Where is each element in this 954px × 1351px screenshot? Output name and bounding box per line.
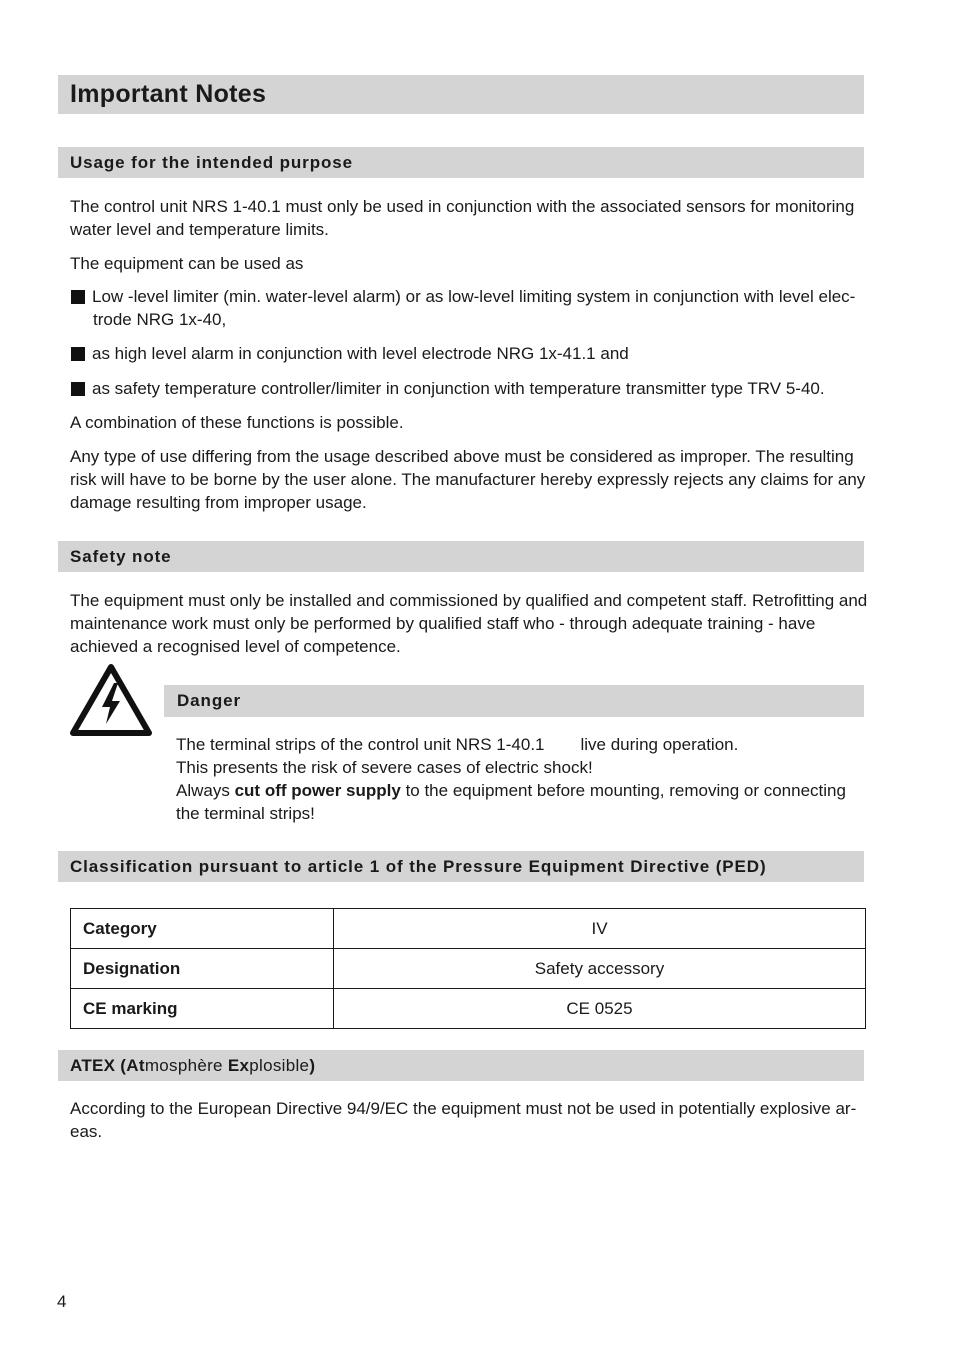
text-line: achieved a recognised level of competence.: [70, 637, 401, 656]
text-line: Any type of use differing from the usage described above must be considered as improper. The resulting: [70, 447, 854, 466]
text-line: trode NRG 1x-40,: [93, 310, 227, 329]
atex-paragraph: [70, 1097, 856, 1143]
text-span: live during operation.: [580, 735, 739, 754]
text-line: maintenance work must only be performed by qualified staff who - through adequate training - have: [70, 614, 816, 633]
page-title: Important Notes: [58, 75, 864, 114]
ped-classification-table: [70, 908, 866, 1029]
bullet-item: as safety temperature controller/limiter in conjunction with temperature transmitter type TRV 5-40.: [92, 379, 825, 398]
text-line: [176, 779, 846, 802]
square-bullet-icon: [71, 382, 85, 396]
heading-bold-part: ATEX (At: [70, 1056, 145, 1075]
danger-heading: Danger: [164, 685, 864, 717]
bullet-item: as high level alarm in conjunction with level electrode NRG 1x-41.1 and: [92, 344, 629, 363]
text-line: The control unit NRS 1-40.1 must only be used in conjunction with the associated sensors for monitoring: [70, 197, 855, 216]
intended-use-paragraph-1: [70, 195, 854, 241]
text-line: eas.: [70, 1122, 103, 1141]
text-span: The terminal strips of the control unit NRS 1-40.1: [176, 735, 545, 754]
section-heading-safety-note: Safety note: [58, 541, 864, 572]
text-line: the terminal strips!: [176, 804, 315, 823]
high-voltage-warning-icon: [69, 663, 153, 737]
table-cell-value: IV: [334, 909, 866, 949]
text-line: [176, 733, 846, 756]
table-row: [71, 949, 866, 989]
table-row: [71, 989, 866, 1029]
text-line: This presents the risk of severe cases of electric shock!: [176, 758, 593, 777]
table-row: [71, 909, 866, 949]
danger-paragraph: [176, 733, 846, 825]
text-span: Always: [176, 781, 230, 800]
text-line: water level and temperature limits.: [70, 220, 329, 239]
text-line: Low -level limiter (min. water-level alarm) or as low-level limiting system in conjunction with level elec-: [92, 287, 856, 306]
text-line: risk will have to be borne by the user alone. The manufacturer hereby expressly rejects any claims for any: [70, 470, 866, 489]
heading-bold-part: Ex: [227, 1056, 250, 1075]
safety-paragraph: [70, 589, 867, 658]
text-line: damage resulting from improper usage.: [70, 493, 367, 512]
table-cell-value: Safety accessory: [334, 949, 866, 989]
square-bullet-icon: [71, 347, 85, 361]
square-bullet-icon: [71, 290, 85, 304]
bullet-item: [92, 285, 867, 331]
intended-use-paragraph-3: A combination of these functions is possible.: [70, 413, 404, 432]
section-heading-ped: Classification pursuant to article 1 of the Pressure Equipment Directive (PED): [58, 851, 864, 882]
table-cell-label: Designation: [71, 949, 334, 989]
heading-bold-part: ): [309, 1056, 316, 1075]
intended-use-paragraph-2: The equipment can be used as: [70, 254, 304, 273]
table-cell-value: CE 0525: [334, 989, 866, 1029]
section-heading-atex: [58, 1050, 864, 1081]
table-cell-label: Category: [71, 909, 334, 949]
emphasis-text: cut off power supply: [234, 781, 401, 800]
page-number: 4: [57, 1292, 67, 1311]
section-heading-intended-use: Usage for the intended purpose: [58, 147, 864, 178]
text-line: The equipment must only be installed and commissioned by qualified and competent staff. Retrofitting and: [70, 591, 868, 610]
intended-use-paragraph-4: [70, 445, 865, 514]
heading-normal-part: plosible: [249, 1056, 310, 1075]
table-cell-label: CE marking: [71, 989, 334, 1029]
text-line: According to the European Directive 94/9/EC the equipment must not be used in potentially explosive ar-: [70, 1099, 857, 1118]
heading-normal-part: mosphère: [144, 1056, 228, 1075]
text-span: to the equipment before mounting, removing or connecting: [405, 781, 846, 800]
